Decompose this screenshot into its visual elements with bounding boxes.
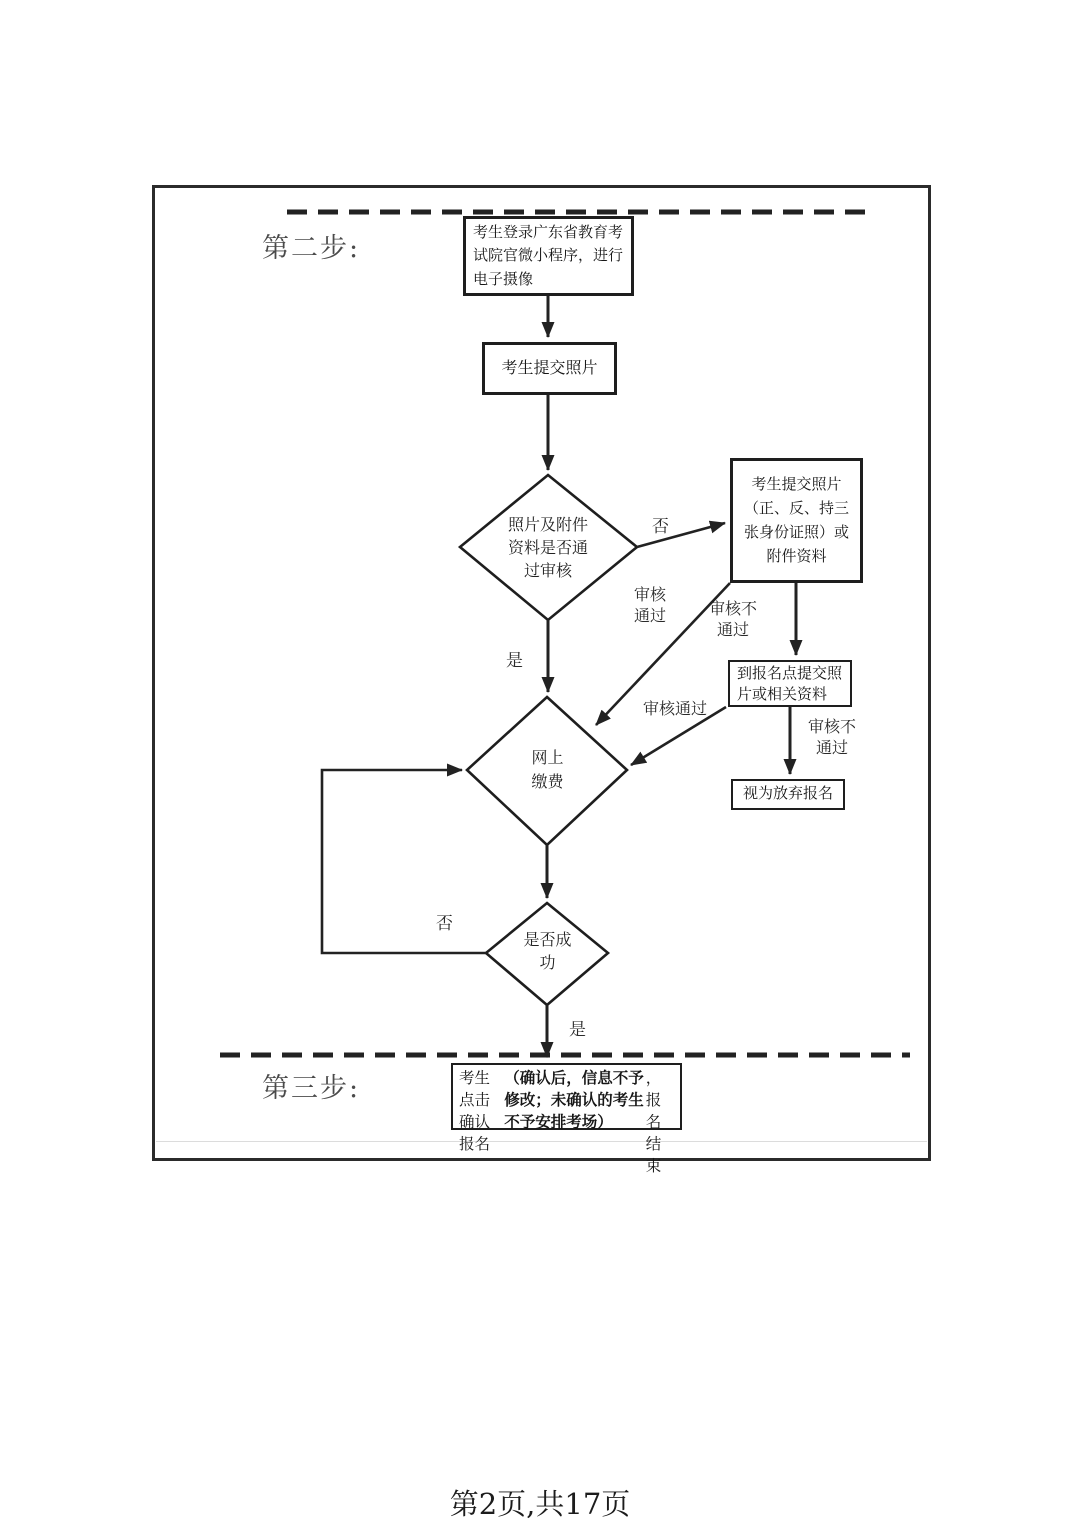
- node-resubmit-photo: 考生提交照片（正、反、持三张身份证照）或附件资料: [730, 458, 863, 583]
- node-login: 考生登录广东省教育考试院官微小程序，进行电子摄像: [463, 216, 634, 296]
- confirm-text-start: 考生点击确认报名: [459, 1070, 491, 1153]
- edge-label-pay-no: 否: [436, 914, 453, 933]
- edge-label-review-fail-first: 审核不通过: [708, 601, 757, 639]
- diamond-label-pay-online: 网上缴费: [531, 750, 564, 791]
- step2-caption: 第二步:: [262, 233, 361, 264]
- confirm-text-bold: （确认后，信息不予修改；未确认的考生不予安排考场）: [504, 1070, 644, 1131]
- step3-caption: 第三步:: [262, 1073, 361, 1104]
- diamond-label-review-check: 照片及附件资料是否通过审核: [507, 516, 588, 581]
- node-submit-photo: 考生提交照片: [482, 342, 617, 395]
- node-abandon: 视为放弃报名: [731, 779, 845, 810]
- edge-label-review-pass-to-pay: 审核通过: [633, 587, 666, 625]
- diamond-label-pay-success: 是否成功: [523, 931, 572, 972]
- edge-label-review-fail-second: 审核不通过: [807, 719, 856, 757]
- node-confirm-registration: [451, 1063, 682, 1175]
- edge-label-review-pass-onsite: 审核通过: [643, 701, 708, 718]
- edge-label-review-yes: 是: [506, 651, 523, 670]
- confirm-text-end: ，报名结束: [645, 1070, 662, 1175]
- edge-label-review-no: 否: [652, 517, 669, 536]
- bottom-separator-line: [156, 1141, 927, 1142]
- page-number-footer: 第2页,共17页: [449, 1487, 631, 1521]
- node-onsite-submit: 到报名点提交照片或相关资料: [728, 660, 852, 707]
- edge-label-pay-yes: 是: [569, 1020, 586, 1039]
